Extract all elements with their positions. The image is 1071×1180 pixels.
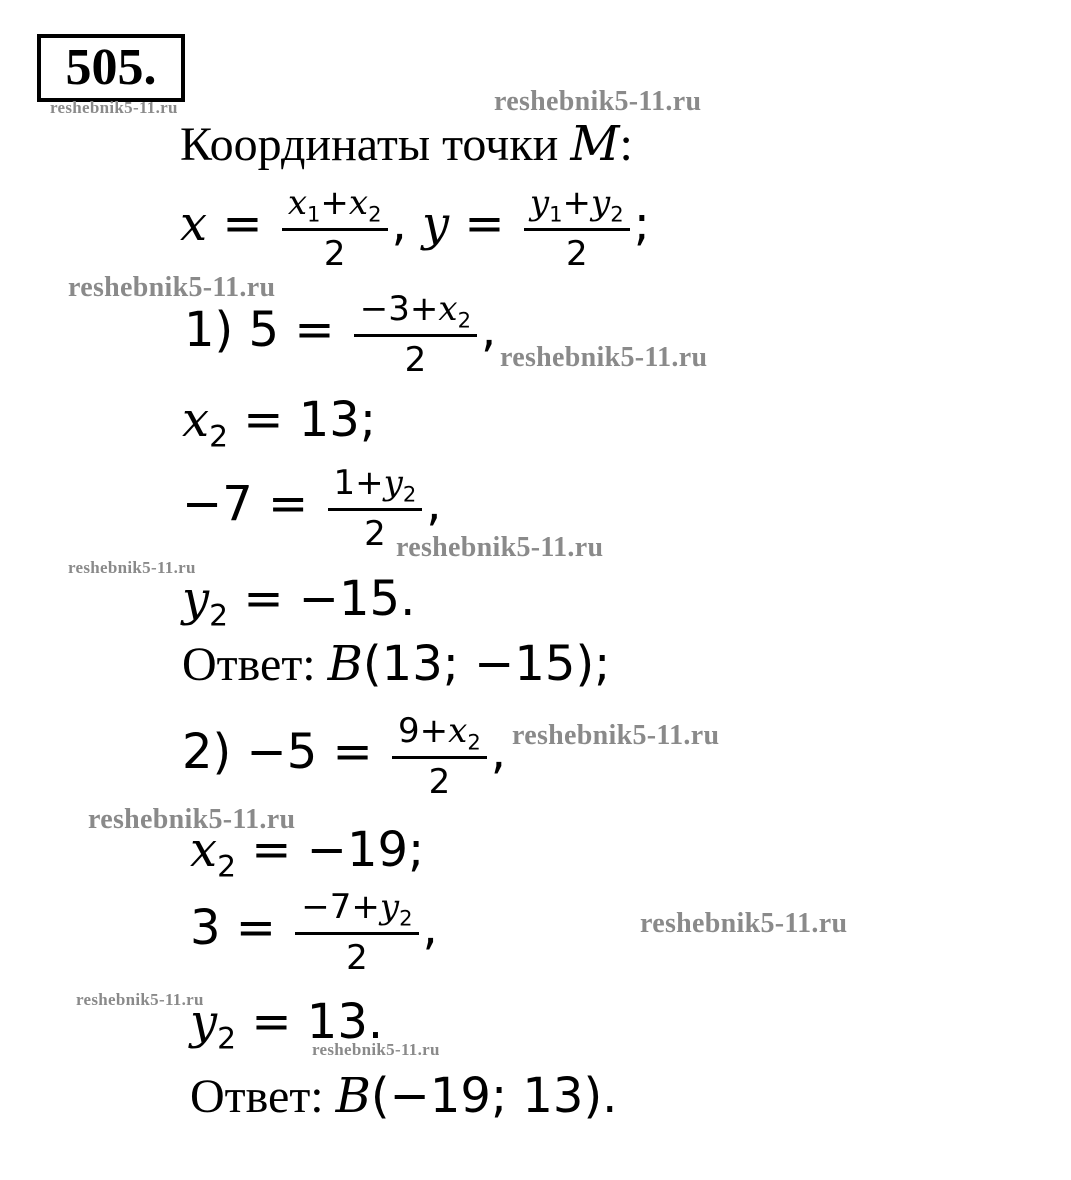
- sub: 2: [209, 598, 229, 634]
- plus: +: [320, 183, 349, 223]
- watermark: reshebnik5-11.ru: [312, 1040, 440, 1059]
- watermark: reshebnik5-11.ru: [68, 558, 196, 577]
- step-2-result: [182, 392, 376, 455]
- answer-point: B: [335, 1068, 371, 1124]
- frac-var: x: [438, 289, 458, 329]
- step-4-result: [182, 571, 416, 634]
- frac-sub: 2: [402, 481, 417, 507]
- fraction-x: [282, 183, 388, 275]
- problem-number: 505.: [37, 34, 185, 102]
- sub: 2: [217, 849, 237, 885]
- comma: ,: [490, 723, 507, 780]
- step-label: 3 =: [190, 899, 292, 956]
- denominator: 2: [404, 340, 427, 381]
- fraction: [295, 887, 418, 979]
- var-y: y: [422, 195, 450, 252]
- var: y: [182, 571, 210, 627]
- heading-text: Координаты точки: [180, 118, 559, 171]
- denominator: 2: [565, 234, 588, 275]
- frac-num: −7+: [301, 887, 380, 927]
- answer-1: [182, 636, 611, 692]
- frac-var: x: [287, 183, 307, 223]
- frac-var: y: [529, 183, 550, 223]
- frac-var: y: [591, 183, 611, 223]
- watermark: reshebnik5-11.ru: [640, 908, 848, 939]
- answer-2: [190, 1068, 618, 1124]
- var: y: [190, 994, 218, 1050]
- midpoint-formula: [180, 183, 650, 275]
- heading-colon: :: [619, 118, 633, 171]
- rest: = 13.: [236, 994, 384, 1050]
- denominator: 2: [346, 938, 368, 979]
- fraction: [392, 711, 487, 803]
- sub: 2: [217, 1021, 237, 1057]
- frac-var: y: [383, 463, 403, 503]
- watermark: reshebnik5-11.ru: [88, 804, 296, 835]
- rest: = 13;: [228, 392, 376, 448]
- step-1-equation: [184, 289, 497, 381]
- answer-coords: (−19; 13).: [370, 1068, 618, 1124]
- frac-num: −3+: [359, 289, 439, 329]
- step-label: −7 =: [182, 475, 324, 532]
- watermark: reshebnik5-11.ru: [500, 342, 708, 373]
- var: x: [182, 392, 210, 448]
- semicolon: ;: [633, 195, 650, 252]
- frac-var: x: [348, 183, 369, 223]
- frac-sub: 2: [610, 201, 624, 227]
- frac-num: 1+: [333, 463, 384, 503]
- frac-sub: 2: [457, 307, 472, 333]
- frac-var: x: [448, 711, 468, 751]
- denominator: 2: [323, 234, 346, 275]
- watermark: reshebnik5-11.ru: [396, 532, 604, 563]
- rest: = −15.: [228, 571, 416, 627]
- watermark: reshebnik5-11.ru: [512, 720, 720, 751]
- answer-label: Ответ:: [182, 638, 328, 691]
- var: x: [190, 822, 218, 878]
- frac-sub: 1: [307, 201, 321, 227]
- eq: =: [449, 195, 520, 252]
- denominator: 2: [364, 514, 386, 555]
- watermark: reshebnik5-11.ru: [50, 98, 178, 117]
- step-7-equation: [190, 887, 438, 979]
- step-label: 2) −5 =: [182, 723, 389, 780]
- denominator: 2: [428, 762, 451, 803]
- watermark: reshebnik5-11.ru: [76, 990, 204, 1009]
- var-x: x: [180, 195, 208, 252]
- step-5-equation: [182, 711, 507, 803]
- frac-num: 9+: [398, 711, 449, 751]
- fraction-y: [524, 183, 630, 275]
- sub: 2: [209, 419, 229, 455]
- answer-label: Ответ:: [190, 1070, 336, 1123]
- comma: ,: [391, 195, 423, 252]
- heading: [180, 116, 633, 172]
- answer-coords: (13; −15);: [362, 636, 611, 692]
- frac-sub: 2: [399, 905, 413, 931]
- watermark: reshebnik5-11.ru: [494, 86, 702, 117]
- heading-point: M: [570, 116, 620, 172]
- frac-sub: 2: [368, 201, 382, 227]
- frac-sub: 1: [549, 201, 563, 227]
- answer-point: B: [327, 636, 363, 692]
- plus: +: [562, 183, 592, 223]
- eq: =: [207, 195, 278, 252]
- fraction: [354, 289, 477, 381]
- comma: ,: [426, 475, 442, 532]
- frac-sub: 2: [467, 729, 481, 755]
- rest: = −19;: [236, 822, 425, 878]
- frac-var: y: [379, 887, 400, 927]
- watermark: reshebnik5-11.ru: [68, 272, 276, 303]
- step-label: 1) 5 =: [184, 301, 350, 358]
- comma: ,: [481, 301, 497, 358]
- comma: ,: [422, 899, 438, 956]
